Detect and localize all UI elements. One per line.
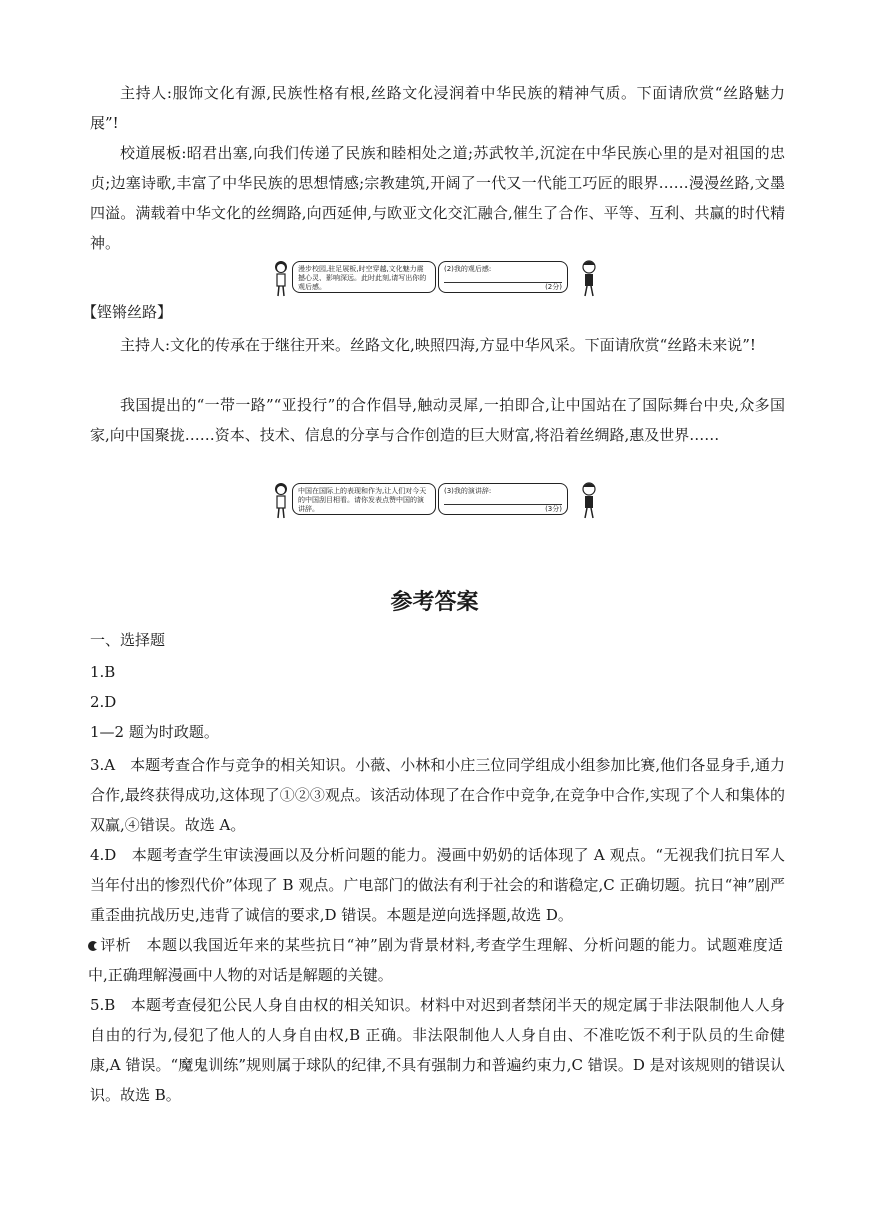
section-label-choice: 一、选择题 — [90, 631, 166, 649]
prompt-text: 漫步校园,驻足展板,时空穿越,文化魅力震撼心灵、影响深远。此时此刻,请写出你的观后感。 — [298, 265, 427, 291]
girl-figure-icon — [270, 258, 292, 298]
speech-bubble-answer — [438, 261, 568, 293]
answer-1-2-note: 1—2 题为时政题。 — [90, 723, 219, 741]
answer-blank[interactable] — [444, 274, 562, 283]
evaluation-icon — [88, 941, 98, 951]
speech-bubble-answer — [438, 483, 568, 515]
answer-2: 2.D — [90, 693, 117, 711]
host-intro-paragraph: 主持人:服饰文化有源,民族性格有根,丝路文化浸润着中华民族的精神气质。下面请欣赏“丝路魅力展”! — [90, 84, 785, 132]
evaluation-text: 评析 本题以我国近年来的某些抗日“神”剧为背景材料,考查学生理解、分析问题的能力。试题难度适中,正确理解漫画中人物的对话是解题的关键。 — [88, 936, 783, 984]
answer-label: (2)我的观后感: — [444, 265, 492, 273]
section-heading-keng-qiang: 【铿锵丝路】 — [82, 303, 173, 321]
score-label: (2分) — [545, 283, 562, 291]
speech-bubble-prompt — [292, 261, 436, 293]
answer-label: (3)我的演讲辞: — [444, 487, 492, 495]
score-label: (3分) — [545, 505, 562, 513]
host-future-paragraph: 主持人:文化的传承在于继往开来。丝路文化,映照四海,方显中华风采。下面请欣赏“丝路未来说”! — [120, 336, 756, 354]
answer-1: 1.B — [90, 663, 116, 681]
girl-figure-icon — [270, 480, 292, 520]
prompt-text: 中国在国际上的表现和作为,让人们对今天的中国刮目相看。请你发表点赞中国的演讲辞。 — [298, 487, 427, 513]
belt-road-paragraph: 我国提出的“一带一路”“亚投行”的合作倡导,触动灵犀,一拍即合,让中国站在了国际舞台中央,众多国家,向中国聚拢……资本、技术、信息的分享与合作创造的巨大财富,将沿着丝绸路,惠及世界…… — [90, 396, 785, 444]
answer-4-evaluation — [88, 930, 783, 990]
answer-3: 3.A 本题考查合作与竞争的相关知识。小薇、小林和小庄三位同学组成小组参加比赛,他们各显身手,通力合作,最终获得成功,这体现了①②③观点。该活动体现了在合作中竞争,在竞争中合作,实现了个人和集体的双赢,④错误。故选 A。 — [90, 756, 785, 834]
comic-strip-2 — [270, 480, 610, 520]
comic-strip-1 — [270, 258, 610, 298]
answers-title: 参考答案 — [390, 590, 479, 615]
answer-5: 5.B 本题考查侵犯公民人身自由权的相关知识。材料中对迟到者禁闭半天的规定属于非法限制他人人身自由的行为,侵犯了他人的人身自由权,B 正确。非法限制他人人身自由、不准吃饭不利于队员的生命健康,A 错误。“魔鬼训练”规则属于球队的纪律,不具有强制力和普遍约束力,C 错误。D 是对该规则的错误认识。故选 B。 — [90, 996, 785, 1104]
boy-figure-icon — [578, 258, 600, 298]
exhibition-board-paragraph: 校道展板:昭君出塞,向我们传递了民族和睦相处之道;苏武牧羊,沉淀在中华民族心里的是对祖国的忠贞;边塞诗歌,丰富了中华民族的思想情感;宗教建筑,开阔了一代又一代能工巧匠的眼界……漫漫丝路,文墨四溢。满载着中华文化的丝绸路,向西延伸,与欧亚文化交汇融合,催生了合作、平等、互利、共赢的时代精神。 — [90, 144, 785, 252]
answer-4: 4.D 本题考查学生审读漫画以及分析问题的能力。漫画中奶奶的话体现了 A 观点。“无视我们抗日军人当年付出的惨烈代价”体现了 B 观点。广电部门的做法有利于社会的和谐稳定,C 正确切题。抗日“神”剧严重歪曲抗战历史,违背了诚信的要求,D 错误。本题是逆向选择题,故选 D。 — [90, 846, 785, 924]
answer-blank[interactable] — [444, 496, 562, 505]
boy-figure-icon — [578, 480, 600, 520]
speech-bubble-prompt — [292, 483, 436, 515]
